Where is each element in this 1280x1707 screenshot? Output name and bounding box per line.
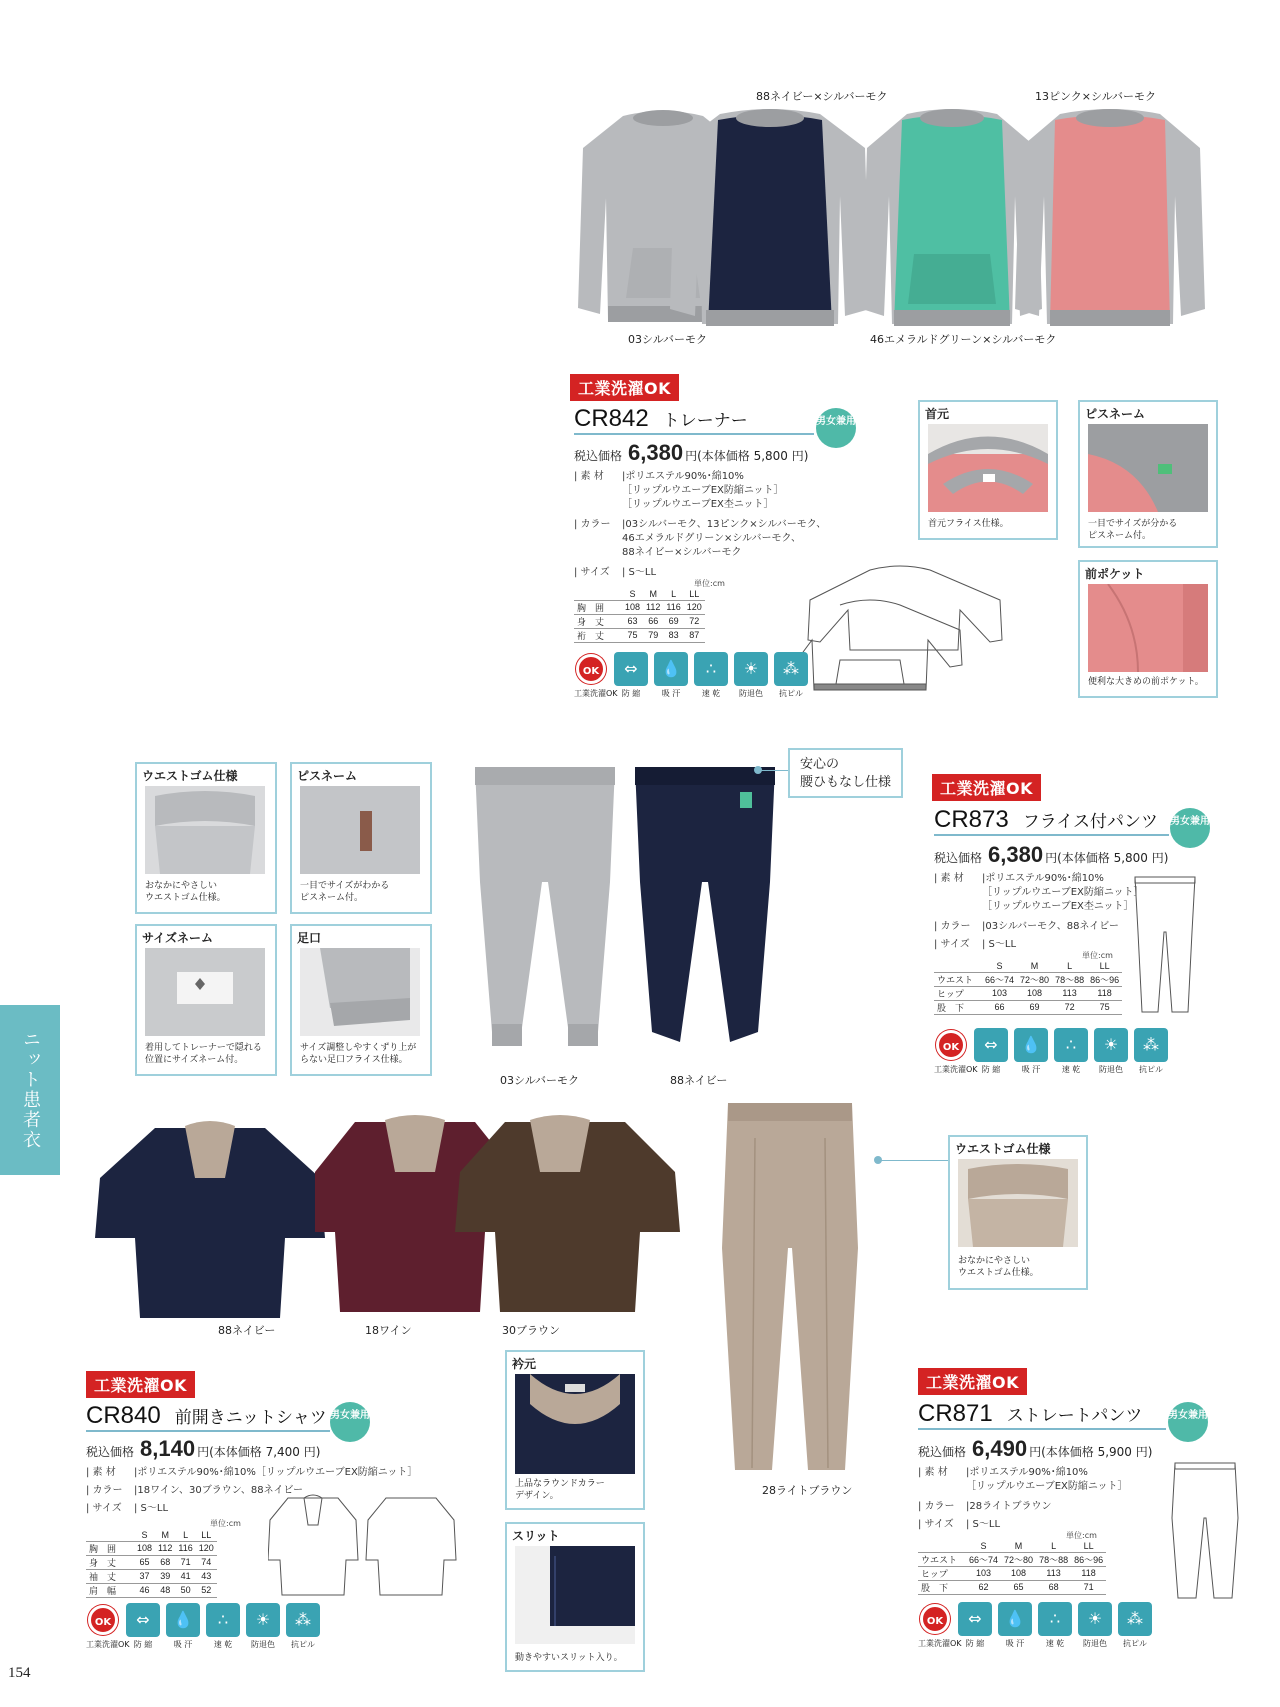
category-tab: ニット患者衣 [0,1005,60,1175]
title-underline [934,834,1169,836]
feature-icons [574,652,808,699]
industrial-wash-badge: 工業洗濯OK [918,1368,1027,1395]
page-number: 154 [8,1665,31,1681]
callout-dot [874,1156,882,1164]
anti-pilling-icon: ⁂ 抗ピル [1134,1028,1168,1075]
detail-size-name: サイズネーム 着用してトレーナーで隠れる 位置にサイズネーム付。 [135,924,277,1076]
color-label: 13ピンク×シルバーモク [1035,90,1156,103]
callout-no-drawstring: 安心の 腰ひもなし仕様 [788,748,903,798]
detail-cuff: 足口 サイズ調整しやすくずり上が らない足口フライス仕様。 [290,924,432,1076]
cr840-photo-brown [455,1112,680,1316]
industrial-wash-icon: OK 工業洗濯OK [934,1028,968,1075]
product-code: CR842 トレーナー [574,405,748,432]
color-label: 03シルバーモク [500,1074,579,1087]
spec-block: | 素 材 |ポリエステル90%･綿10% ［リップルウエーブEX防縮ニット］ ［リップルウエーブEX杢ニット］ | カラー |03シルバーモク、88ネイビー | サイズ | S〜LL [934,873,1144,950]
unit-label: 単位:cm [210,1519,241,1528]
product-name: フライス付パンツ [1022,812,1159,832]
quick-dry-icon: ∴ 速 乾 [694,652,728,699]
color-label: 28ライトブラウン [762,1484,853,1497]
price: 税込価格 6,380 円(本体価格 5,800 円) [934,842,1169,867]
shrink-proof-icon: ⇔ 防 縮 [974,1028,1008,1075]
detail-neck: 首元 首元フライス仕様。 [918,400,1058,540]
cr842-line-drawing [790,560,1010,704]
cr840-photo-navy [95,1118,325,1322]
cr842-photo-navy [670,104,870,338]
cr840-line-drawing [268,1490,458,1604]
price: 税込価格 8,140 円(本体価格 7,400 円) [86,1436,321,1461]
shrink-proof-icon: ⇔ 防 縮 [958,1602,992,1649]
cr873-photo-navy [630,762,780,1066]
industrial-wash-badge: 工業洗濯OK [86,1371,195,1398]
shrink-proof-icon: ⇔ 防 縮 [614,652,648,699]
anti-pilling-icon: ⁂ 抗ピル [1118,1602,1152,1649]
callout-line [758,770,788,771]
product-code: CR871 ストレートパンツ [918,1400,1143,1427]
callout-dot [754,766,762,774]
product-name: 前開きニットシャツ [174,1408,327,1428]
detail-size-tag: ピスネーム 一目でサイズがわかる ピスネーム付。 [290,762,432,914]
unit-label: 単位:cm [1066,1531,1097,1540]
feature-icons [934,1028,1168,1075]
color-label: 18ワイン [365,1324,412,1337]
callout-line [880,1160,948,1161]
color-label: 88ネイビー [218,1324,276,1337]
color-label: 03シルバーモク [628,333,707,346]
detail-waist-elastic: ウエストゴム仕様 おなかにやさしい ウエストゴム仕様。 [948,1135,1088,1290]
product-name: トレーナー [662,411,748,431]
size-table: S M L LL ウエスト 66〜74 72〜80 78〜88 86〜96 ヒップ 103 108 113 118 股 下 62 65 68 71 [918,1541,1106,1595]
cr842-photo-pink [1015,104,1205,338]
unisex-badge: 男女兼用 [816,408,856,448]
title-underline [918,1428,1166,1430]
title-underline [86,1430,330,1432]
cr871-line-drawing [1170,1458,1240,1612]
quick-dry-icon: ∴ 速 乾 [1038,1602,1072,1649]
cr871-photo-light-brown [720,1098,860,1482]
unit-label: 単位:cm [694,579,725,588]
cr873-line-drawing [1130,872,1200,1026]
title-underline [574,433,814,435]
product-code: CR873 フライス付パンツ [934,806,1159,833]
product-code: CR840 前開きニットシャツ [86,1402,327,1429]
absorb-sweat-icon: 💧 吸 汗 [998,1602,1032,1649]
spec-block: | 素 材 |ポリエステル90%･綿10%［リップルウエーブEX防縮ニット］ | カラー |18ワイン、30ブラウン、88ネイビー | サイズ | S〜LL [86,1467,418,1514]
quick-dry-icon: ∴ 速 乾 [206,1603,240,1650]
feature-icons [86,1603,320,1650]
detail-slit: スリット 動きやすいスリット入り。 [505,1522,645,1672]
size-table: S M L LL 胸 囲 108 112 116 120 身 丈 63 66 69 72 裄 丈 75 79 83 87 [574,589,705,643]
fade-proof-icon: ☀ 防退色 [246,1603,280,1650]
detail-collar: 衿元 上品なラウンドカラー デザイン。 [505,1350,645,1510]
size-table: S M L LL ウエスト 66〜74 72〜80 78〜88 86〜96 ヒップ 103 108 113 118 股 下 66 69 72 75 [934,961,1122,1015]
price: 税込価格 6,490 円(本体価格 5,900 円) [918,1436,1153,1461]
anti-pilling-icon: ⁂ 抗ピル [774,652,808,699]
industrial-wash-icon: OK 工業洗濯OK [918,1602,952,1649]
color-label: 30ブラウン [502,1324,560,1337]
size-table: S M L LL 胸 囲 108 112 116 120 身 丈 65 68 71 74 袖 丈 37 39 41 43 肩 幅 46 48 50 52 [86,1530,217,1598]
price: 税込価格 6,380 円(本体価格 5,800 円) [574,440,809,465]
product-name: ストレートパンツ [1006,1406,1143,1426]
absorb-sweat-icon: 💧 吸 汗 [654,652,688,699]
color-label: 46エメラルドグリーン×シルバーモク [870,333,1057,346]
detail-size-tag: ピスネーム 一目でサイズが分かる ピスネーム付。 [1078,400,1218,548]
unisex-badge: 男女兼用 [1168,1402,1208,1442]
absorb-sweat-icon: 💧 吸 汗 [166,1603,200,1650]
detail-waist-elastic: ウエストゴム仕様 おなかにやさしい ウエストゴム仕様。 [135,762,277,914]
feature-icons [918,1602,1152,1649]
industrial-wash-icon: OK 工業洗濯OK [574,652,608,699]
industrial-wash-badge: 工業洗濯OK [570,374,679,401]
cr873-photo-silver [470,762,620,1066]
absorb-sweat-icon: 💧 吸 汗 [1014,1028,1048,1075]
industrial-wash-badge: 工業洗濯OK [932,774,1041,801]
unisex-badge: 男女兼用 [330,1402,370,1442]
color-label: 88ネイビー×シルバーモク [756,90,888,103]
anti-pilling-icon: ⁂ 抗ピル [286,1603,320,1650]
unit-label: 単位:cm [1082,951,1113,960]
color-label: 88ネイビー [670,1074,728,1087]
detail-front-pocket: 前ポケット 便利な大きめの前ポケット。 [1078,560,1218,698]
shrink-proof-icon: ⇔ 防 縮 [126,1603,160,1650]
fade-proof-icon: ☀ 防退色 [1094,1028,1128,1075]
spec-block: | 素 材 |ポリエステル90%･綿10% ［リップルウエーブEX防縮ニット］ | カラー |28ライトブラウン | サイズ | S〜LL [918,1467,1128,1530]
spec-block: | 素 材 |ポリエステル90%･綿10% ［リップルウエーブEX防縮ニット］ ［リップルウエーブEX杢ニット］ | カラー |03シルバーモク、13ピンク×シルバーモク、 46エメラルドグリーン×シルバーモク、 88ネイビー×シルバーモク | サイズ | S〜LL [574,471,827,578]
industrial-wash-icon: OK 工業洗濯OK [86,1603,120,1650]
unisex-badge: 男女兼用 [1170,808,1210,848]
fade-proof-icon: ☀ 防退色 [1078,1602,1112,1649]
quick-dry-icon: ∴ 速 乾 [1054,1028,1088,1075]
fade-proof-icon: ☀ 防退色 [734,652,768,699]
